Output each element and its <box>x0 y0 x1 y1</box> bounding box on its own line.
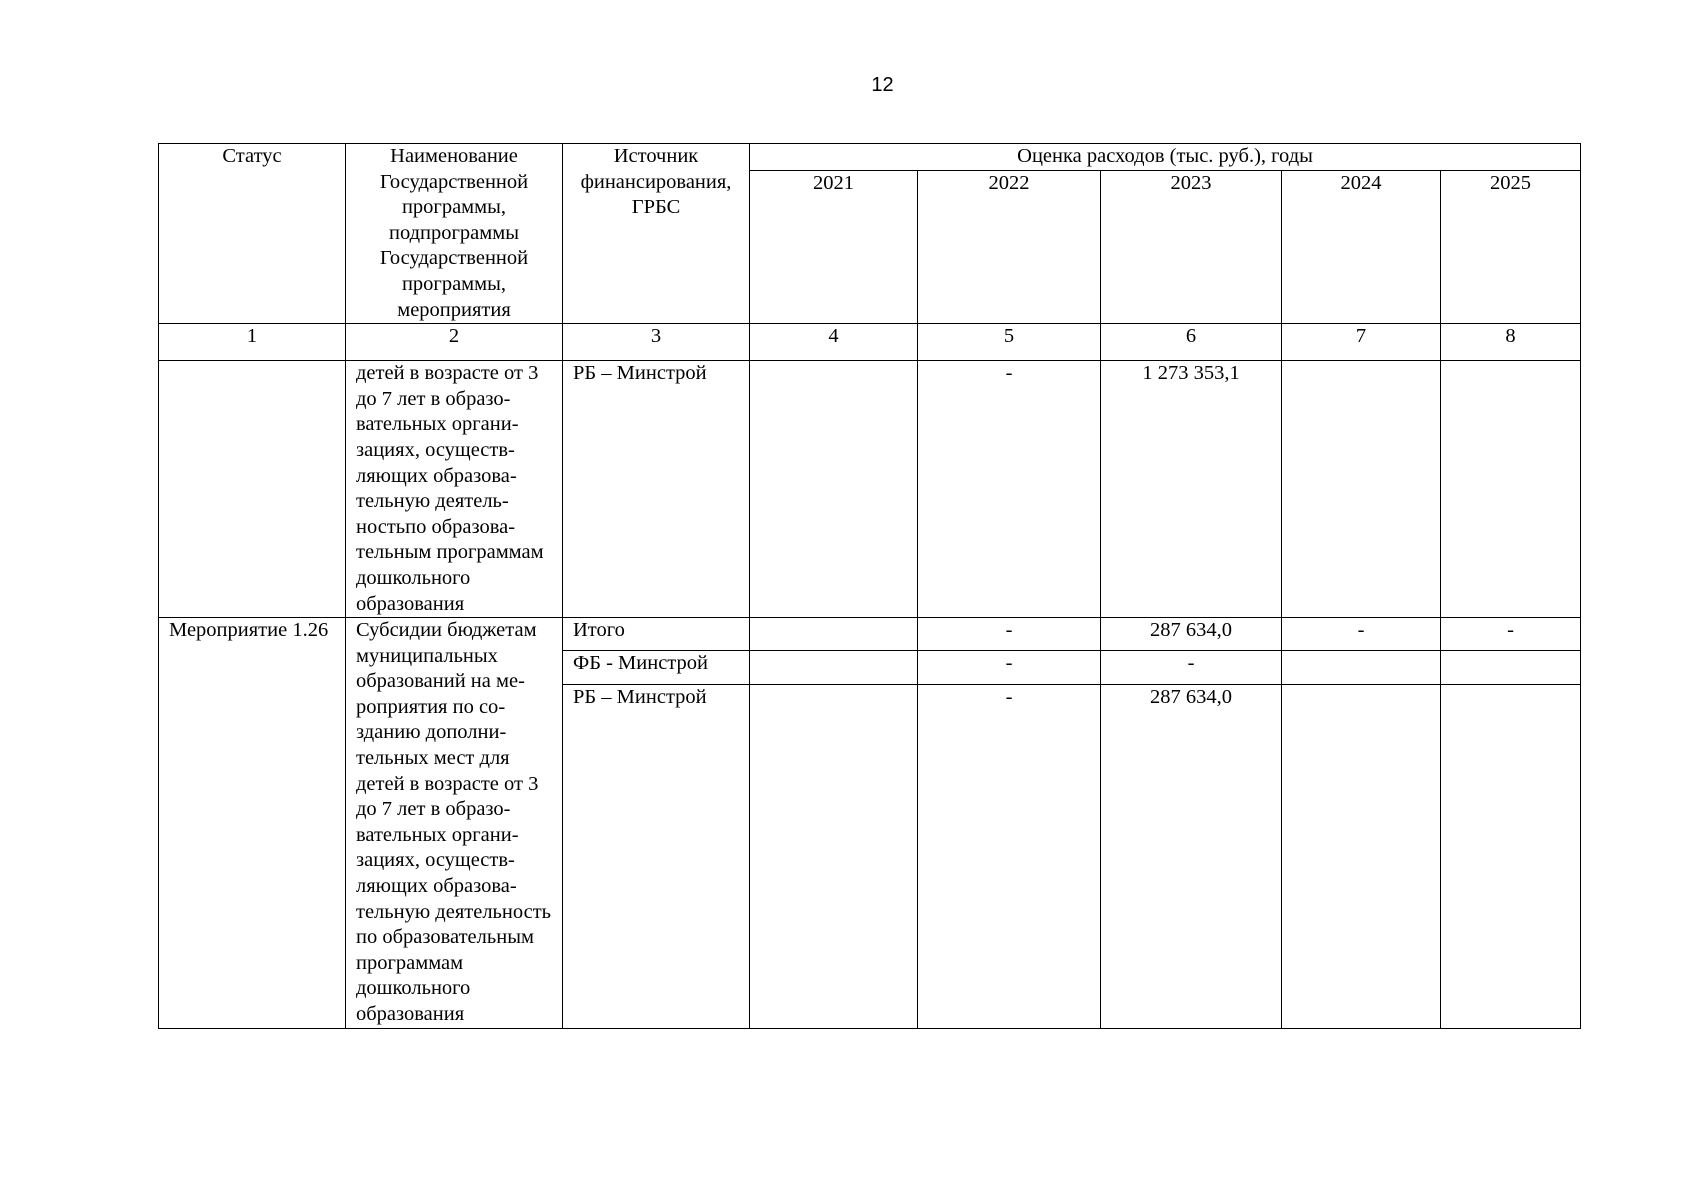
row-value-2023: 287 634,0 <box>1101 618 1282 651</box>
row-value-2023: - <box>1101 651 1282 684</box>
row-name: детей в возрасте от 3 до 7 лет в образовательных организациях, осуществляющих образовательную деятельностьпо образовательным программам дошкольного образования <box>346 361 563 618</box>
row-value-2024 <box>1282 651 1441 684</box>
row-name: Субсидии бюджетам муниципальных образований на мероприятия по созданию дополнительных мест для детей в возрасте от 3 до 7 лет в образовательных организациях, осуществляющих образовательную деятельность по образовательным программам дошкольного образования <box>346 618 563 1029</box>
row-value-2021 <box>750 684 918 1028</box>
row-value-2024 <box>1282 684 1441 1028</box>
table-row <box>159 361 1581 618</box>
column-number-row <box>159 324 1581 361</box>
column-number: 3 <box>563 324 750 361</box>
row-value-2022: - <box>918 684 1101 1028</box>
row-value-2025 <box>1441 651 1581 684</box>
budget-table <box>158 143 1581 1029</box>
header-source: Источник финансирования, ГРБС <box>563 144 750 324</box>
row-status: Мероприятие 1.26 <box>159 618 346 1029</box>
row-value-2025: - <box>1441 618 1581 651</box>
row-value-2022: - <box>918 361 1101 618</box>
column-number: 1 <box>159 324 346 361</box>
row-value-2025 <box>1441 361 1581 618</box>
page-number: 12 <box>871 74 894 96</box>
row-value-2023: 287 634,0 <box>1101 684 1282 1028</box>
row-value-2021 <box>750 361 918 618</box>
header-year-2021: 2021 <box>750 170 918 323</box>
column-number: 4 <box>750 324 918 361</box>
row-value-2021 <box>750 618 918 651</box>
header-year-2025: 2025 <box>1441 170 1581 323</box>
header-name: Наименование Государственной программы, подпрограммы Государственной программы, мероприятия <box>346 144 563 324</box>
row-value-2024 <box>1282 361 1441 618</box>
column-number: 5 <box>918 324 1101 361</box>
row-value-2024: - <box>1282 618 1441 651</box>
row-source: РБ – Минстрой <box>563 684 750 1028</box>
header-year-2024: 2024 <box>1282 170 1441 323</box>
column-number: 6 <box>1101 324 1282 361</box>
row-value-2023: 1 273 353,1 <box>1101 361 1282 618</box>
row-value-2022: - <box>918 618 1101 651</box>
row-source: Итого <box>563 618 750 651</box>
table-row <box>159 618 1581 651</box>
header-row <box>159 144 1581 171</box>
header-estimate: Оценка расходов (тыс. руб.), годы <box>750 144 1581 171</box>
column-number: 2 <box>346 324 563 361</box>
header-year-2022: 2022 <box>918 170 1101 323</box>
row-value-2022: - <box>918 651 1101 684</box>
row-value-2025 <box>1441 684 1581 1028</box>
column-number: 7 <box>1282 324 1441 361</box>
row-status <box>159 361 346 618</box>
column-number: 8 <box>1441 324 1581 361</box>
row-value-2021 <box>750 651 918 684</box>
header-year-2023: 2023 <box>1101 170 1282 323</box>
row-source: ФБ - Минстрой <box>563 651 750 684</box>
row-source: РБ – Минстрой <box>563 361 750 618</box>
header-status: Статус <box>159 144 346 324</box>
